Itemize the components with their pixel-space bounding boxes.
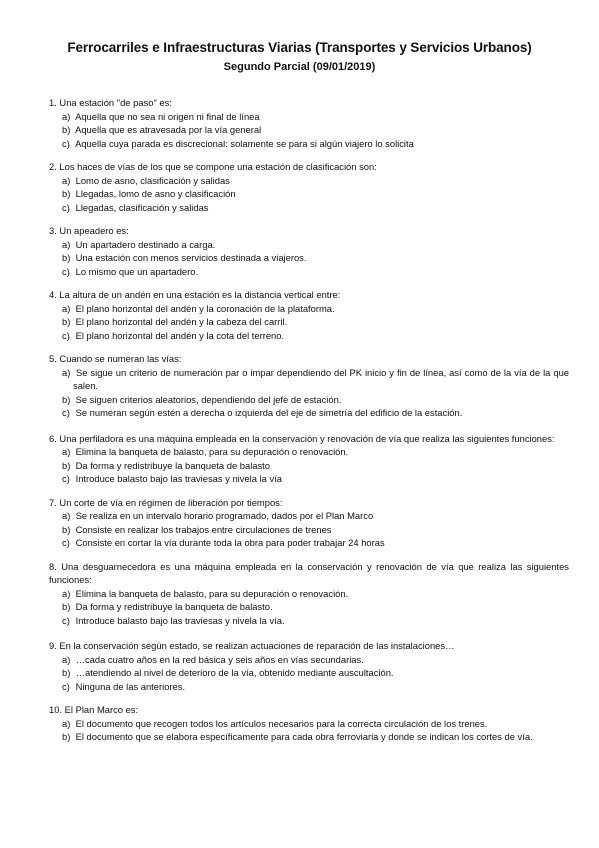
option-text: Introduce balasto bajo las traviesas y nivela la vía. — [75, 614, 285, 626]
option-text: El plano horizontal del andén y la coronación de la plataforma. — [75, 302, 335, 314]
answer-option — [49, 680, 569, 694]
answer-option — [49, 137, 569, 151]
option-text: El plano horizontal del andén y la cabeza del carril. — [75, 316, 288, 327]
question-stem: 10. El Plan Marco es: — [49, 704, 139, 715]
exam-subtitle: Segundo Parcial (09/01/2019) — [223, 61, 376, 73]
option-text: Da forma y redistribuye la banqueta de balasto. — [75, 601, 273, 612]
answer-option — [49, 187, 569, 201]
answer-option — [49, 472, 569, 486]
question-3 — [49, 224, 569, 278]
option-letter: b) — [62, 731, 71, 742]
option-letter: a) — [62, 366, 71, 378]
answer-option — [49, 110, 569, 124]
option-text: Un apartadero destinado a carga. — [75, 238, 216, 250]
answer-option — [49, 302, 569, 316]
option-text: Da forma y redistribuye la banqueta de balasto — [75, 459, 270, 471]
answer-option — [49, 536, 569, 550]
option-text: Se siguen criterios aleatorios, dependiendo del jefe de estación. — [75, 393, 342, 405]
option-letter: a) — [62, 238, 71, 250]
option-text: Se realiza en un intervalo horario programado, dados por el Plan Marco — [75, 510, 374, 521]
question-list — [49, 96, 569, 754]
option-text: El plano horizontal del andén y la cota del terreno. — [75, 329, 285, 341]
question-stem: 4. La altura de un andén en una estación es la distancia vertical entre: — [49, 289, 341, 300]
option-text: Elimina la banqueta de balasto, para su depuración o renovación. — [75, 587, 349, 599]
option-text: …atendiendo al nivel de deterioro de la vía, obtenido mediante auscultación. — [75, 667, 394, 678]
option-text: Lo mismo que un apartadero. — [75, 265, 199, 277]
option-letter: b) — [62, 601, 71, 612]
option-letter: a) — [62, 653, 71, 665]
option-letter: b) — [62, 124, 71, 135]
option-text: Aquella que no sea ni origen ni final de línea — [75, 110, 260, 122]
option-letter: b) — [62, 252, 71, 263]
question-2 — [49, 160, 569, 214]
answer-option — [49, 445, 569, 459]
answer-option — [49, 717, 569, 731]
option-letter: c) — [62, 329, 70, 341]
question-stem: 7. Un corte de vía en régimen de liberación por tiempos: — [49, 496, 283, 508]
answer-option — [49, 174, 569, 188]
option-text: Ninguna de las anteriores. — [75, 680, 186, 692]
option-text: Elimina la banqueta de balasto, para su depuración o renovación. — [75, 446, 349, 457]
question-stem: 3. Un apeadero es: — [49, 225, 129, 236]
option-letter: a) — [62, 302, 71, 314]
answer-option — [49, 666, 569, 680]
option-letter: a) — [62, 587, 71, 599]
question-stem: 6. Una perfiladora es una máquina empleada en la conservación y renovación de vía que realiza las siguientes funciones: — [49, 432, 555, 444]
option-letter: c) — [62, 265, 70, 277]
answer-option — [49, 614, 569, 628]
answer-option — [49, 201, 569, 215]
option-text: Se numeran según estén a derecha o izquierda del eje de simetría del edificio de la estación. — [75, 407, 463, 418]
option-letter: c) — [62, 137, 70, 149]
question-7 — [49, 496, 569, 550]
option-letter: c) — [62, 537, 70, 548]
answer-option — [49, 329, 569, 343]
answer-option — [49, 251, 569, 265]
option-text: Introduce balasto bajo las traviesas y nivela la vía — [75, 473, 282, 484]
option-text: Consiste en realizar los trabajos entre circulaciones de trenes — [75, 523, 332, 535]
answer-option — [49, 459, 569, 473]
answer-option — [49, 587, 569, 601]
option-text: …cada cuatro años en la red básica y seis años en vías secundarias. — [75, 653, 364, 665]
answer-option — [49, 315, 569, 329]
option-letter: b) — [62, 188, 71, 199]
option-letter: a) — [62, 717, 71, 729]
option-letter: b) — [62, 667, 71, 678]
option-letter: b) — [62, 459, 71, 471]
option-text: Se sigue un criterio de numeración par o impar dependiendo del PK inicio y fin de línea, así como de la vía de la que salen. — [73, 366, 569, 391]
answer-option — [49, 600, 569, 614]
answer-option — [49, 265, 569, 279]
question-4 — [49, 288, 569, 342]
option-text: Una estación con menos servicios destinada a viajeros. — [75, 252, 307, 263]
option-letter: a) — [62, 174, 71, 186]
option-letter: c) — [62, 680, 70, 692]
option-letter: c) — [62, 201, 70, 213]
answer-option — [49, 509, 569, 523]
answer-option — [49, 393, 569, 407]
answer-option — [49, 653, 569, 667]
option-letter: b) — [62, 393, 71, 405]
option-letter: a) — [62, 446, 71, 457]
question-1 — [49, 96, 569, 150]
option-text: Consiste en cortar la vía durante toda la obra para poder trabajar 24 horas — [75, 537, 385, 548]
course-title: Ferrocarriles e Infraestructuras Viarias (Transportes y Servicios Urbanos) — [67, 40, 532, 55]
option-text: Aquella que es atravesada por la vía general — [75, 124, 262, 135]
option-text: El documento que se elabora específicamente para cada obra ferroviaria y donde se indican los cortes de vía. — [75, 731, 533, 742]
option-text: Llegadas, clasificación y salidas — [75, 201, 209, 213]
option-text: Aquella cuya parada es discrecional: solamente se para si algún viajero lo solicita — [75, 137, 414, 149]
option-letter: c) — [62, 473, 70, 484]
answer-option — [49, 730, 569, 744]
option-text: Lomo de asno, clasificación y salidas — [75, 174, 230, 186]
option-letter: b) — [62, 523, 71, 535]
option-letter: c) — [62, 407, 70, 418]
question-stem: 8. Una desguarnecedora es una máquina empleada en la conservación y renovación de vía que realiza las siguientes funciones: — [49, 560, 569, 585]
question-5 — [49, 352, 569, 420]
question-9 — [49, 639, 569, 693]
exam-header — [0, 40, 599, 73]
answer-option — [49, 238, 569, 252]
question-10 — [49, 703, 569, 744]
option-text: Llegadas, lomo de asno y clasificación — [75, 188, 236, 199]
answer-option — [49, 366, 569, 393]
answer-option — [49, 406, 569, 420]
option-letter: a) — [62, 110, 71, 122]
question-6 — [49, 432, 569, 486]
option-letter: c) — [62, 614, 70, 626]
option-letter: b) — [62, 316, 71, 327]
question-stem: 2. Los haces de vías de los que se compone una estación de clasificación son: — [49, 161, 377, 172]
answer-option — [49, 123, 569, 137]
question-stem: 9. En la conservación según estado, se realizan actuaciones de reparación de las instalaciones… — [49, 640, 455, 651]
question-stem: 5. Cuando se numeran las vías: — [49, 353, 182, 364]
answer-option — [49, 523, 569, 537]
question-8 — [49, 560, 569, 628]
option-letter: a) — [62, 510, 71, 521]
question-stem: 1. Una estación "de paso" es: — [49, 97, 172, 108]
option-text: El documento que recogen todos los artículos necesarios para la correcta circulación de los trenes. — [75, 717, 488, 729]
